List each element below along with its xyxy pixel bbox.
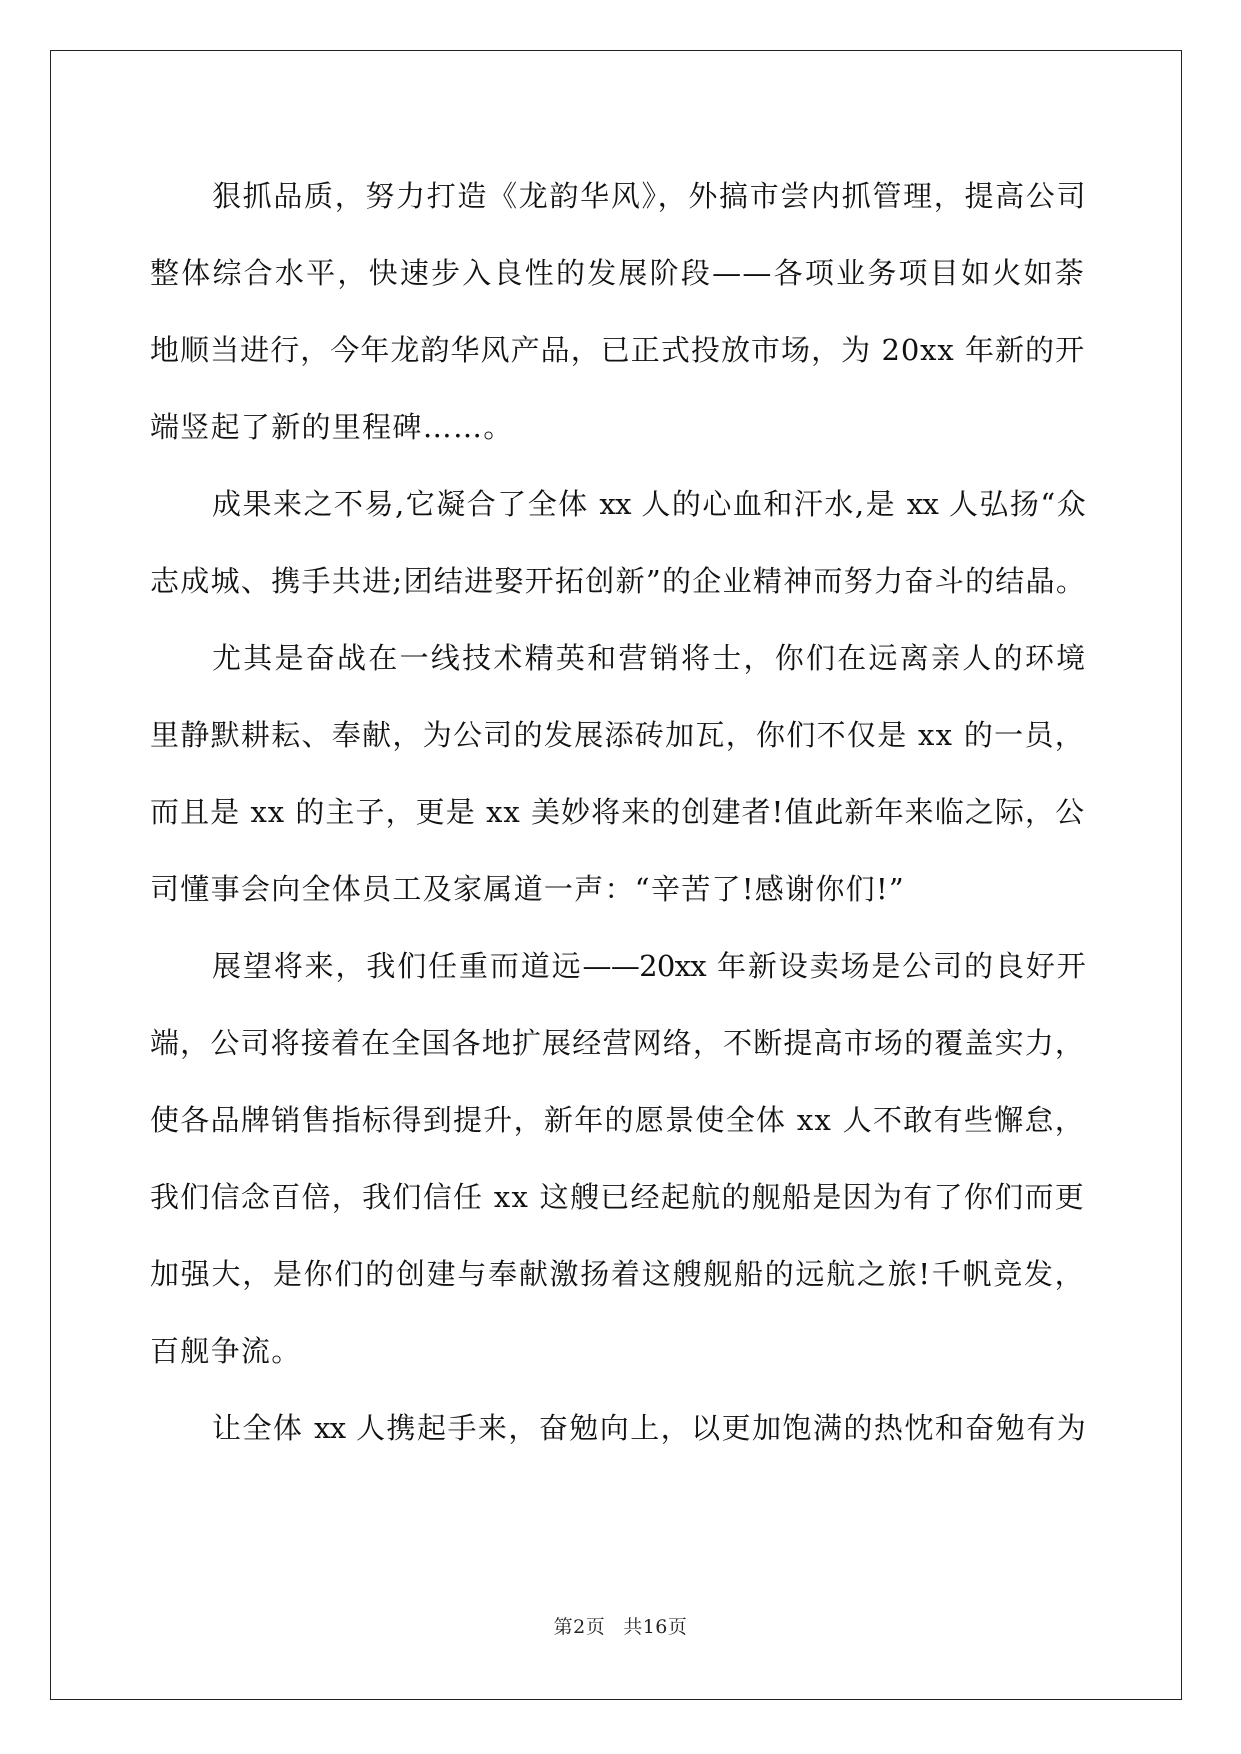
text-line: 百舰争流。 [150, 1334, 302, 1368]
text-line: 我们信念百倍，我们信任 xx 这艘已经起航的舰船是因为有了你们而更 [150, 1180, 1086, 1214]
page-footer [0, 1612, 1241, 1639]
text-line: 使各品牌销售指标得到提升，新年的愿景使全体 xx 人不敢有些懈怠， [150, 1103, 1086, 1137]
text-line: 整体综合水平，快速步入良性的发展阶段——各项业务项目如火如荼 [150, 256, 1085, 290]
text-line: 司懂事会向全体员工及家属道一声：“辛苦了!感谢你们!” [150, 872, 906, 906]
text-line: 加强大，是你们的创建与奉献激扬着这艘舰船的远航之旅!千帆竞发， [150, 1257, 1085, 1291]
page-number: 第2页 [553, 1616, 606, 1638]
page-total: 共16页 [623, 1616, 688, 1638]
text-line: 志成城、携手共进;团结进娶开拓创新”的企业精神而努力奋斗的结晶。 [150, 564, 1087, 598]
text-line: 地顺当进行，今年龙韵华风产品，已正式投放市场，为 20xx 年新的开 [150, 333, 1085, 367]
text-line: 狠抓品质，努力打造《龙韵华风》，外搞市尝内抓管理，提高公司 [212, 179, 1085, 213]
text-line: 展望将来，我们任重而道远——20xx 年新设卖场是公司的良好开 [212, 949, 1085, 983]
paragraph-5 [150, 1390, 1085, 1467]
text-line: 尤其是奋战在一线技术精英和营销将士，你们在远离亲人的环境 [212, 641, 1085, 675]
paragraph-3 [150, 620, 1085, 928]
paragraph-4 [150, 928, 1085, 1390]
text-line: 而且是 xx 的主子，更是 xx 美妙将来的创建者!值此新年来临之际，公 [150, 795, 1085, 829]
text-line: 让全体 xx 人携起手来，奋勉向上，以更加饱满的热忱和奋勉有为 [212, 1411, 1085, 1445]
text-line: 端，公司将接着在全国各地扩展经营网络，不断提高市场的覆盖实力， [150, 1026, 1085, 1060]
text-line: 里静默耕耘、奉献，为公司的发展添砖加瓦，你们不仅是 xx 的一员， [150, 718, 1086, 752]
document-body [150, 158, 1085, 1467]
paragraph-1 [150, 158, 1085, 466]
text-line: 成果来之不易,它凝合了全体 xx 人的心血和汗水,是 xx 人弘扬“众 [212, 487, 1085, 521]
paragraph-2 [150, 466, 1085, 620]
text-line: 端竖起了新的里程碑……。 [150, 410, 514, 444]
